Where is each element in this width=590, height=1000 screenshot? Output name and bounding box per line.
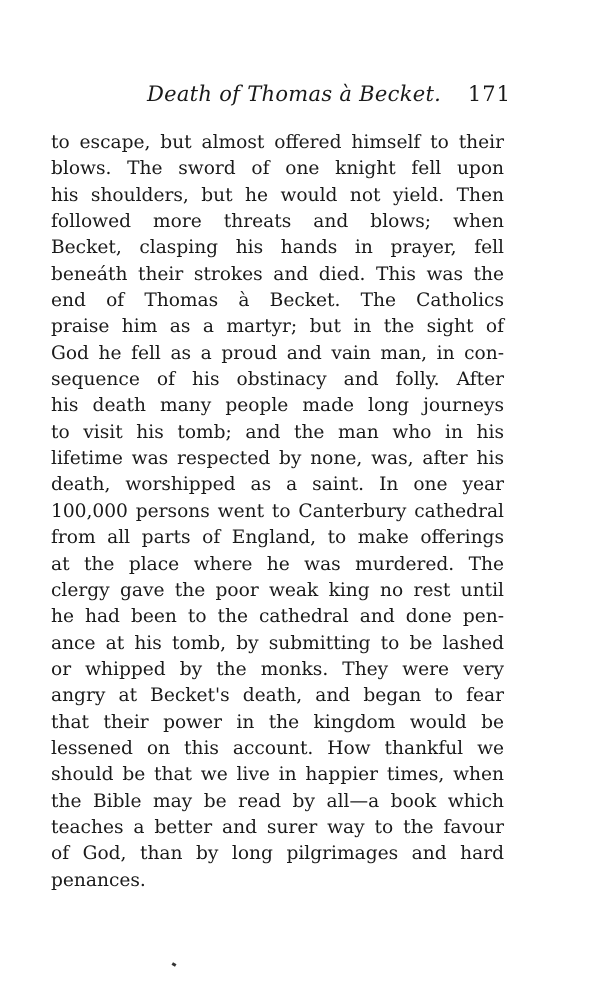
text-line: to escape, but almost offered himself to their xyxy=(51,132,504,153)
running-title: Death of Thomas à Becket. xyxy=(147,82,442,106)
text-line-last: penances. xyxy=(51,869,146,891)
text-line: at the place where he was murdered. The xyxy=(51,553,504,575)
body-text xyxy=(51,130,504,894)
text-line: ance at his tomb, by submitting to be lashed xyxy=(51,632,504,654)
running-head xyxy=(50,82,515,112)
text-line: beneáth their strokes and died. This was the xyxy=(51,263,504,285)
text-line: his shoulders, but he would not yield. Then xyxy=(51,184,504,206)
text-line: that their power in the kingdom would be xyxy=(51,711,504,733)
text-line: of God, than by long pilgrimages and hard xyxy=(51,843,504,865)
text-line: lessened on this account. How thankful we xyxy=(51,737,504,759)
text-line: blows. The sword of one knight fell upon xyxy=(51,158,504,180)
text-line: God he fell as a proud and vain man, in con- xyxy=(51,342,504,364)
text-line: to visit his tomb; and the man who in his xyxy=(51,421,504,443)
text-line: end of Thomas à Becket. The Catholics xyxy=(51,290,504,312)
text-line: should be that we live in happier times, when xyxy=(51,764,504,786)
text-line: sequence of his obstinacy and folly. After xyxy=(51,369,504,391)
text-line: from all parts of England, to make offerings xyxy=(51,527,504,549)
text-line: angry at Becket's death, and began to fear xyxy=(51,685,504,707)
text-line: or whipped by the monks. They were very xyxy=(51,658,504,680)
text-line: lifetime was respected by none, was, after his xyxy=(51,448,504,470)
text-line: the Bible may be read by all—a book which xyxy=(51,790,504,812)
text-line: he had been to the cathedral and done pen- xyxy=(51,606,504,628)
ink-speck xyxy=(172,962,177,967)
text-line: clergy gave the poor weak king no rest until xyxy=(51,579,504,601)
text-line: teaches a better and surer way to the favour xyxy=(51,816,504,838)
text-line: followed more threats and blows; when xyxy=(51,211,504,233)
text-line: praise him as a martyr; but in the sight of xyxy=(51,316,504,338)
page-number: 171 xyxy=(467,82,511,106)
text-line: Becket, clasping his hands in prayer, fell xyxy=(51,237,504,259)
text-line: his death many people made long journeys xyxy=(51,395,504,417)
text-line: death, worshipped as a saint. In one year xyxy=(51,474,504,496)
text-line: 100,000 persons went to Canterbury cathedral xyxy=(51,500,504,522)
